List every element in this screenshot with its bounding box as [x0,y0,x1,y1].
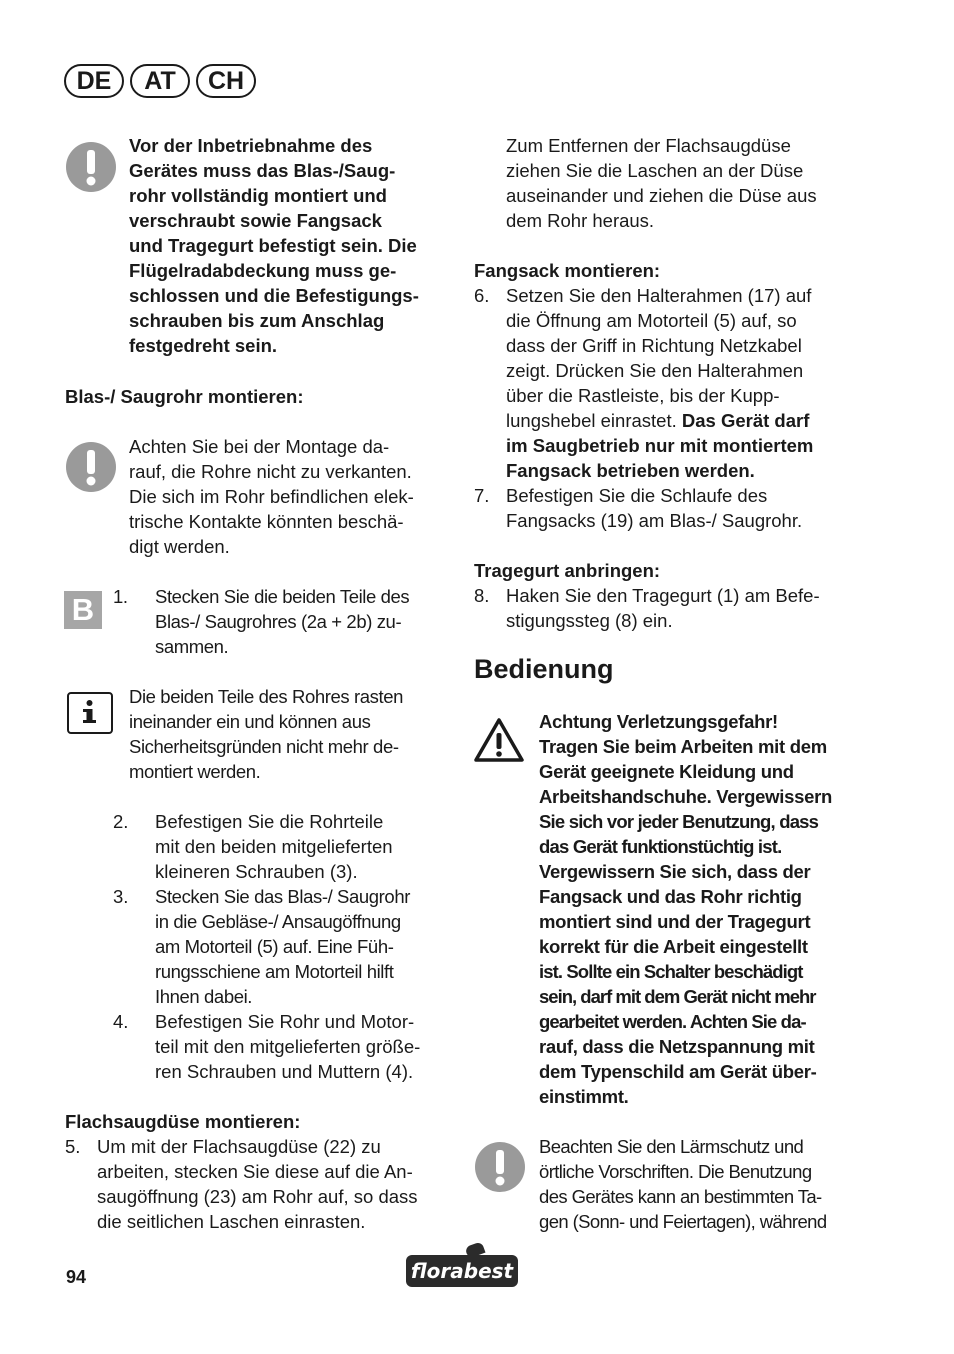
text-line: Fangsack betrieben werden. [506,460,755,481]
badge-de: DE [64,64,124,98]
text-line: digt werden. [129,536,230,557]
exclamation-icon [475,1142,525,1192]
text-line: festgedreht sein. [129,335,278,356]
heading-tragegurt: Tragegurt anbringen: [474,560,661,581]
text-line: und Tragegurt befestigt sein. Die [129,235,417,256]
noise-text [539,1134,869,1234]
step-5-text [97,1134,457,1234]
badge-ch: CH [196,64,256,98]
text-line: Arbeitshandschuhe. Vergewissern [539,786,832,807]
warning-text-1 [129,133,459,358]
text-line: das Gerät funktionstüchtig ist. [539,836,782,857]
text-line: Blas-/ Saugrohres (2a + 2b) zu- [155,611,402,632]
text-line: mit den beiden mitgelieferten [155,836,393,857]
text-line: in die Gebläse-/ Ansaugöffnung [155,911,401,932]
step-4-text [155,1009,455,1084]
text-line: Stecken Sie die beiden Teile des [155,586,410,607]
text-line: Befestigen Sie die Rohrteile [155,811,384,832]
figure-b-icon: B [64,591,102,629]
text-line: kleineren Schrauben (3). [155,861,358,882]
step-7-text [506,483,866,533]
info-icon [67,692,113,734]
brand-logo: florabest [406,1255,518,1287]
text-line: rauf, dass die Netzspannung mit [539,1036,815,1057]
text-line: Setzen Sie den Halterahmen (17) auf [506,285,812,306]
text-line: gen (Sonn- und Feiertagen), während [539,1211,827,1232]
text-line: Sicherheitsgründen nicht mehr de- [129,736,399,757]
text-line: Stecken Sie das Blas-/ Saugrohr [155,886,410,907]
text-line: Ihnen dabei. [155,986,253,1007]
warning-text-2 [129,434,459,559]
step-number: 7. [474,485,490,506]
text-line: teil mit den mitgelieferten größe- [155,1036,421,1057]
text-line: schrauben bis zum Anschlag [129,310,385,331]
text-line: verschraubt sowie Fangsack [129,210,382,231]
text-line: einstimmt. [539,1086,629,1107]
text-line: des Gerätes kann an bestimmten Ta- [539,1186,822,1207]
text-line: Fangsacks (19) am Blas-/ Saugrohr. [506,510,803,531]
heading-fangsack: Fangsack montieren: [474,260,661,281]
text-line: schlossen und die Befestigungs- [129,285,419,306]
exclamation-icon [66,142,116,192]
text-line: Vergewissern Sie sich, dass der [539,861,811,882]
heading-blas-saugrohr: Blas-/ Saugrohr montieren: [65,386,304,407]
text-line: Sie sich vor jeder Benutzung, dass [539,811,819,832]
step-1-text [155,584,455,659]
text-line: sammen. [155,636,229,657]
exclamation-icon [66,442,116,492]
text-line: montiert werden. [129,761,261,782]
text-line [506,408,866,433]
text-line: im Saugbetrieb nur mit montiertem [506,435,814,456]
text-line: Beachten Sie den Lärmschutz und [539,1136,804,1157]
step-number: 5. [65,1136,81,1157]
text-line: Befestigen Sie die Schlaufe des [506,485,768,506]
text-line: saugöffnung (23) am Rohr auf, so dass [97,1186,418,1207]
text-line: ineinander ein und können aus [129,711,371,732]
text-line: über die Rastleiste, bis der Kupp- [506,385,780,406]
text-line: gearbeitet werden. Achten Sie da- [539,1011,806,1032]
step-2-text [155,809,455,884]
text-line: montiert sind und der Tragegurt [539,911,811,932]
text-line: Flügelradabdeckung muss ge- [129,260,397,281]
text-line: korrekt für die Arbeit eingestellt [539,936,808,957]
text-line: am Motorteil (5) auf. Eine Füh- [155,936,394,957]
text-line: örtliche Vorschriften. Die Benutzung [539,1161,812,1182]
step-6-text [506,283,866,483]
text-line: sein, darf mit dem Gerät nicht mehr [539,986,816,1007]
text-line: rungsschiene am Motorteil hilft [155,961,394,982]
text-line: rauf, die Rohre nicht zu verkanten. [129,461,412,482]
text-line: auseinander und ziehen die Düse aus [506,185,817,206]
text-line: Achten Sie bei der Montage da- [129,436,390,457]
text-line: Befestigen Sie Rohr und Motor- [155,1011,415,1032]
section-title: Bedienung [474,654,614,684]
warning-triangle-icon [473,716,525,764]
text-line: dass der Griff in Richtung Netzkabel [506,335,802,356]
text-line: Gerät geeignete Kleidung und [539,761,794,782]
text-segment: lungshebel einrastet. [506,410,682,431]
text-line: Die sich im Rohr befindlichen elek- [129,486,414,507]
heading-flachsaugduese: Flachsaugdüse montieren: [65,1111,301,1132]
step-number: 2. [113,811,129,832]
text-line: Vor der Inbetriebnahme des [129,135,373,156]
badge-at: AT [130,64,190,98]
text-line: arbeiten, stecken Sie diese auf die An- [97,1161,413,1182]
text-line: die Öffnung am Motorteil (5) auf, so [506,310,797,331]
text-segment-bold: Das Gerät darf [681,410,810,431]
text-line: stigungssteg (8) ein. [506,610,673,631]
text-line: ist. Sollte ein Schalter beschädigt [539,961,803,982]
page-number: 94 [66,1267,87,1287]
text-line: Achtung Verletzungsgefahr! [539,711,778,732]
text-line: trische Kontakte könnten beschä- [129,511,404,532]
text-line: die seitlichen Laschen einrasten. [97,1211,366,1232]
flachsaug-continuation [506,133,866,233]
step-3-text [155,884,455,1009]
step-number: 4. [113,1011,129,1032]
text-line: Haken Sie den Tragegurt (1) am Befe- [506,585,820,606]
text-line: ziehen Sie die Laschen an der Düse [506,160,804,181]
text-line: Um mit der Flachsaugdüse (22) zu [97,1136,381,1157]
country-badges [64,64,256,98]
step-number: 1. [113,586,128,607]
step-number: 6. [474,285,490,306]
step-8-text [506,583,866,633]
text-line: zeigt. Drücken Sie den Halterahmen [506,360,804,381]
text-line: ren Schrauben und Muttern (4). [155,1061,414,1082]
text-line: Fangsack und das Rohr richtig [539,886,802,907]
text-line: Tragen Sie beim Arbeiten mit dem [539,736,827,757]
text-line: Gerätes muss das Blas-/Saug- [129,160,396,181]
step-number: 3. [113,886,129,907]
text-line: rohr vollständig montiert und [129,185,387,206]
text-line: Zum Entfernen der Flachsaugdüse [506,135,791,156]
text-line: Die beiden Teile des Rohres rasten [129,686,404,707]
text-line: dem Typenschild am Gerät über- [539,1061,817,1082]
text-line: dem Rohr heraus. [506,210,655,231]
info-text [129,684,459,784]
step-number: 8. [474,585,490,606]
caution-text [539,709,869,1109]
